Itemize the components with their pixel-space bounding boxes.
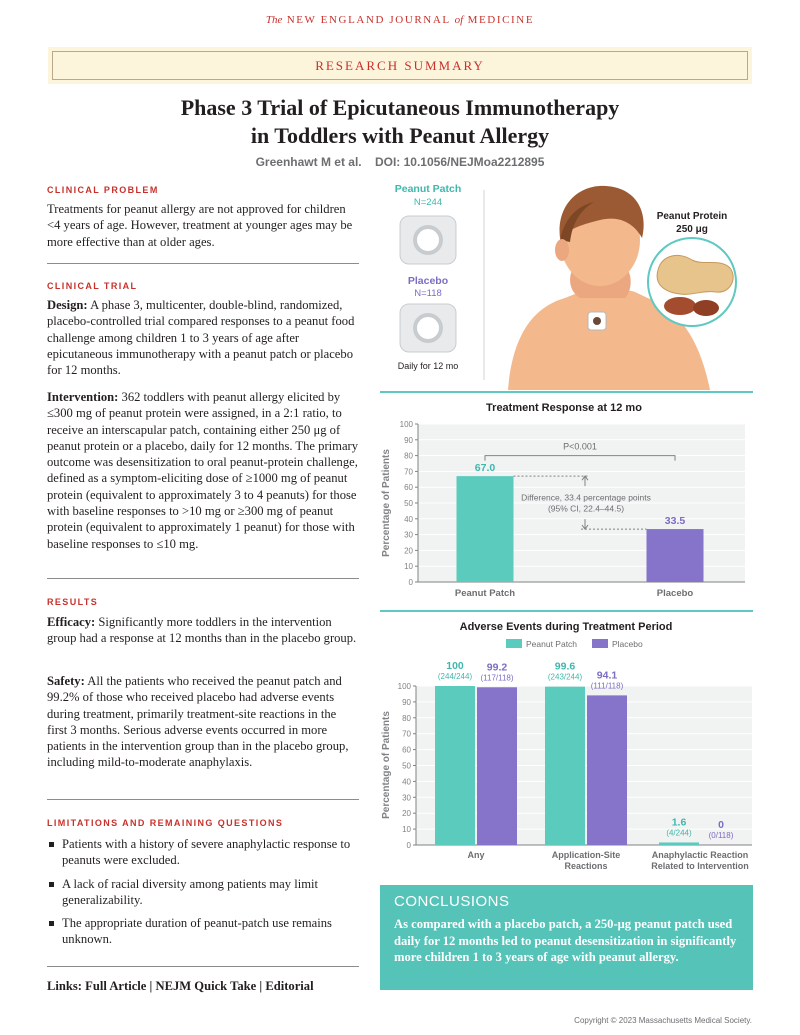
bar-value-label: 100 [446, 660, 464, 672]
bar [435, 686, 475, 845]
links-label: Links: [47, 979, 83, 993]
page-title [0, 94, 800, 150]
bar-count-label: (117/118) [480, 673, 514, 683]
bar-count-label: (244/244) [437, 672, 473, 681]
y-tick-label: 50 [404, 499, 413, 508]
divider [47, 966, 359, 967]
efficacy-label: Efficacy: [47, 615, 96, 629]
title-line-2: in Toddlers with Peanut Allergy [250, 123, 550, 148]
y-axis-label: Percentage of Patients [381, 449, 392, 557]
x-tick-label: Anaphylactic Reaction [651, 850, 749, 860]
design-paragraph [47, 297, 359, 378]
title-line-1: Phase 3 Trial of Epicutaneous Immunotherapy [180, 95, 620, 120]
x-tick-label: Reactions [564, 861, 608, 871]
clinical-problem-text: Treatments for peanut allergy are not approved for children <4 years of age. However, treatment at younger ages may be more effective than at older ages. [47, 202, 353, 249]
patch-label: Peanut Patch [394, 183, 462, 195]
y-axis-label: Percentage of Patients [381, 711, 392, 819]
y-tick-label: 0 [408, 578, 413, 587]
y-tick-label: 30 [402, 793, 411, 803]
masthead-medicine: MEDICINE [467, 14, 535, 26]
safety-text: All the patients who received the peanut patch and 99.2% of those who received placebo had adverse events during treatment, primarily treatment-site reactions in the first 3 months. Serious adverse events occurred in more patients in the intervention group than in the placebo group, including mild-to-moderate anaphylaxis. [47, 674, 349, 770]
difference-label: Difference, 33.4 percentage points [521, 492, 651, 503]
y-tick-label: 50 [402, 761, 411, 771]
y-tick-label: 10 [404, 562, 413, 572]
list-item: The appropriate duration of peanut-patch use remains unknown. [47, 915, 359, 948]
bar [545, 687, 585, 845]
limitations-heading: LIMITATIONS AND REMAINING QUESTIONS [47, 818, 284, 828]
y-tick-label: 90 [404, 435, 413, 445]
peanut-icon [648, 238, 736, 326]
bar-value-label: 67.0 [474, 462, 496, 475]
bar-count-label: (4/244) [666, 828, 692, 838]
y-tick-label: 40 [402, 777, 411, 787]
y-tick-label: 20 [404, 546, 413, 556]
bar-count-label: (243/244) [547, 672, 583, 682]
y-tick-label: 100 [397, 682, 411, 691]
bar [477, 687, 517, 845]
legend-label: Peanut Patch [526, 639, 578, 649]
bar-count-label: (111/118) [590, 681, 624, 691]
byline: Greenhawt M et al. DOI: 10.1056/NEJMoa2212895 [255, 155, 545, 169]
y-tick-label: 60 [404, 483, 413, 493]
y-tick-label: 100 [399, 420, 413, 429]
bar [659, 842, 699, 845]
adverse-events-chart [380, 615, 753, 875]
clinical-trial-heading: CLINICAL TRIAL [47, 281, 138, 291]
protein-dose: 250 μg [676, 224, 708, 235]
masthead-of: of [454, 14, 464, 26]
chart-title: Treatment Response at 12 mo [486, 402, 642, 414]
y-tick-label: 30 [404, 530, 413, 540]
bar [457, 476, 514, 582]
x-tick-label: Any [467, 850, 485, 860]
conclusions-box [380, 885, 753, 990]
bar-count-label: (0/118) [708, 831, 734, 840]
ci-label: (95% CI, 22.4–44.5) [547, 503, 625, 514]
x-tick-label: Application-Site [551, 850, 621, 860]
bar-value-label: 99.6 [554, 660, 576, 673]
section-rule [380, 391, 753, 393]
editorial-link[interactable]: Editorial [265, 979, 314, 993]
safety-label: Safety: [47, 674, 85, 688]
legend-swatch [592, 639, 608, 648]
journal-masthead [0, 14, 800, 26]
conclusions-text: As compared with a placebo patch, a 250-μg peanut patch used daily for 12 months led to peanut desensitization in significantly more children 1 to 3 years of age with peanut allergy. [394, 917, 737, 964]
peanut-patch-icon [400, 216, 456, 264]
list-item: Patients with a history of severe anaphylactic response to peanuts were excluded. [47, 836, 359, 869]
research-summary-banner [52, 51, 748, 80]
x-tick-label: Peanut Patch [454, 588, 516, 599]
bar-value-label: 0 [718, 819, 724, 831]
y-tick-label: 80 [402, 713, 411, 723]
intervention-label: Intervention: [47, 390, 119, 404]
efficacy-paragraph [47, 614, 359, 647]
full-article-link[interactable]: Full Article [85, 979, 147, 993]
links-bar: Links: Full Article | NEJM Quick Take | Editorial [47, 979, 314, 993]
masthead-the: The [265, 14, 283, 26]
protein-label: Peanut Protein [656, 211, 728, 222]
copyright: Copyright © 2023 Massachusetts Medical Society. [574, 1016, 752, 1025]
y-tick-label: 70 [402, 729, 411, 739]
results-heading: RESULTS [47, 597, 99, 607]
banner-label: RESEARCH SUMMARY [315, 58, 485, 73]
placebo-label: Placebo [407, 275, 449, 287]
divider [47, 578, 359, 579]
x-tick-label: Related to Intervention [651, 861, 749, 871]
safety-paragraph [47, 673, 359, 771]
design-text: A phase 3, multicenter, double-blind, randomized, placebo-controlled trial compared responses to a peanut food challenge among children 1 to 3 years of age after epicutaneous immunotherapy with a peanut patch or placebo for 12 months. [47, 298, 355, 378]
bar [647, 529, 704, 582]
bar-value-label: 99.2 [486, 661, 508, 674]
list-item: A lack of racial diversity among patients may limit generalizability. [47, 876, 359, 909]
y-tick-label: 20 [402, 809, 411, 819]
placebo-n: N=118 [414, 288, 442, 299]
bar-value-label: 1.6 [671, 816, 687, 829]
section-rule [380, 610, 753, 612]
treatment-response-chart [380, 396, 753, 601]
p-value-label: P<0.001 [563, 441, 597, 452]
clinical-problem-heading: CLINICAL PROBLEM [47, 185, 159, 195]
placebo-patch-icon [400, 304, 456, 352]
masthead-name: NEW ENGLAND JOURNAL [286, 14, 451, 26]
y-tick-label: 90 [402, 697, 411, 707]
bar [587, 695, 627, 845]
legend-label: Placebo [612, 639, 643, 649]
bar-value-label: 33.5 [664, 515, 686, 528]
limitations-list [47, 836, 359, 955]
patch-n: N=244 [413, 197, 443, 208]
bar-value-label: 94.1 [596, 669, 618, 682]
y-tick-label: 0 [406, 841, 411, 850]
conclusions-heading: CONCLUSIONS [394, 893, 510, 910]
y-tick-label: 10 [402, 825, 411, 835]
y-tick-label: 80 [404, 451, 413, 461]
daily-label: Daily for 12 mo [397, 361, 459, 371]
divider [47, 799, 359, 800]
divider [47, 263, 359, 264]
y-tick-label: 40 [404, 514, 413, 524]
legend-swatch [506, 639, 522, 648]
design-label: Design: [47, 298, 88, 312]
intervention-text: 362 toddlers with peanut allergy elicited by ≤300 mg of peanut protein were assigned, in a 2:1 ratio, to receive an interscapular patch, containing either 250 μg of peanut protein or a placebo, daily for 12 months. The primary outcome was desensitization to oral peanut-protein challenge, defined as a symptom-eliciting dose of ≥1000 mg of peanut protein (equivalent to approximately 3 to 4 peanuts) for those with baseline responses to >10 mg or ≥300 mg of peanut protein (equivalent to approximately 1 peanut) for those with baseline responses to ≤10 mg. [47, 390, 359, 551]
trial-illustration [380, 180, 753, 390]
y-tick-label: 70 [404, 467, 413, 477]
x-tick-label: Placebo [656, 588, 694, 599]
efficacy-text: Significantly more toddlers in the intervention group had a response at 12 months than in the placebo group. [47, 615, 357, 646]
intervention-paragraph [47, 389, 359, 552]
y-tick-label: 60 [402, 745, 411, 755]
quick-take-link[interactable]: NEJM Quick Take [155, 979, 257, 993]
chart-title: Adverse Events during Treatment Period [459, 621, 673, 633]
